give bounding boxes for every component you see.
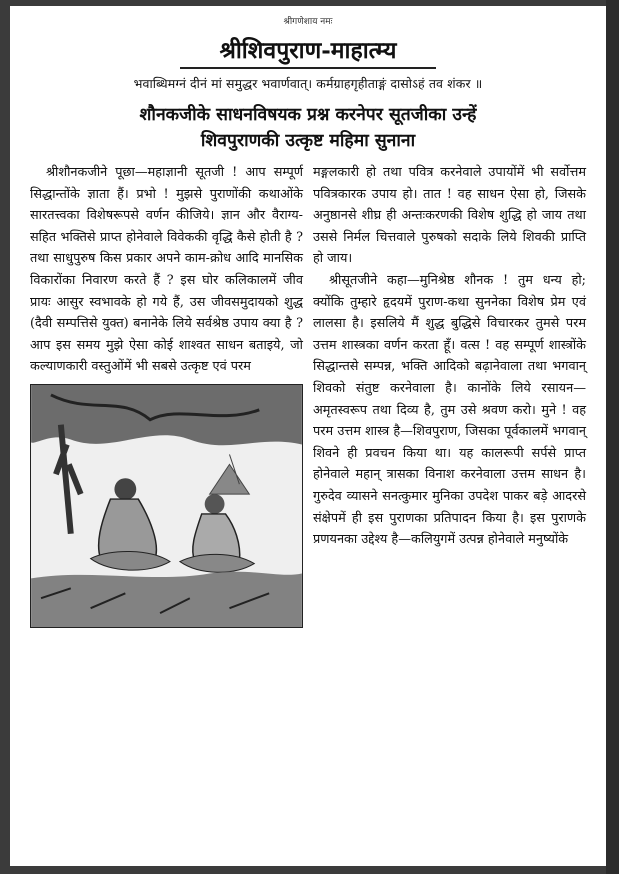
left-column bbox=[30, 162, 303, 628]
section-title bbox=[30, 102, 586, 154]
illustration-drawing bbox=[31, 385, 302, 627]
right-column bbox=[313, 162, 586, 628]
section-title-line-1: शौनकजीके साधनविषयक प्रश्न करनेपर सूतजीका उन्हें bbox=[139, 105, 477, 125]
text-columns bbox=[30, 162, 586, 628]
page-title: श्रीशिवपुराण-माहात्म्य bbox=[180, 33, 436, 69]
section-title-line-2: शिवपुराणकी उत्कृष्ट महिमा सुनाना bbox=[200, 131, 416, 151]
sages-illustration bbox=[30, 384, 303, 628]
window-edge bbox=[606, 0, 619, 874]
right-column-paragraph-2: श्रीसूतजीने कहा—मुनिश्रेष्ठ शौनक ! तुम धन्य हो; क्योंकि तुम्हारे हृदयमें पुराण-कथा सुननेका विशेष प्रेम एवं लालसा है। इसलिये मैं शुद्ध बुद्धिसे विचारकर तुमसे परम उत्तम शास्त्रका वर्णन करता हूँ। वत्स ! वह सम्पूर्ण शास्त्रोंके सिद्धान्तसे सम्पन्न, भक्ति आदिको बढ़ानेवाला तथा भगवान् शिवको संतुष्ट करनेवाला है। कानोंके लिये रसायन—अमृतस्वरूप तथा दिव्य है, तुम उसे श्रवण करो। मुने ! वह परम उत्तम शास्त्र है—शिवपुराण, जिसका पूर्वकालमें भगवान् शिवने ही प्रवचन किया था। यह कालरूपी सर्पसे प्राप्त होनेवाले महान् त्रासका विनाश करनेवाला उत्तम साधन है। गुरुदेव व्यासने सनत्कुमार मुनिका उपदेश पाकर बड़े आदरसे संक्षेपमें ही इस पुराणका प्रतिपादन किया है। इस पुराणके प्रणयनका उद्देश्य है—कलियुगमें उत्पन्न होनेवाले मनुष्योंके bbox=[313, 272, 586, 548]
invocation-verse: भवाब्धिमग्नं दीनं मां समुद्धर भवार्णवात्। कर्मग्राहगृहीताङ्गं दासोऽहं तव शंकर ॥ bbox=[133, 76, 483, 91]
document-page bbox=[10, 6, 606, 866]
left-column-text: श्रीशौनकजीने पूछा—महाज्ञानी सूतजी ! आप सम्पूर्ण सिद्धान्तोंके ज्ञाता हैं। प्रभो ! मुझसे पुराणोंकी कथाओंके सारतत्त्वका विशेषरूपसे वर्णन कीजिये। ज्ञान और वैराग्य-सहित भक्तिसे प्राप्त होनेवाले विवेककी वृद्धि कैसे होती है ? तथा साधुपुरुष किस प्रकार अपने काम-क्रोध आदि मानसिक विकारोंका निवारण करते हैं ? इस घोर कलिकालमें जीव प्रायः आसुर स्वभावके हो गये हैं, उस जीवसमुदायको शुद्ध (दैवी सम्पत्तिसे युक्त) बनानेके लिये सर्वश्रेष्ठ उपाय क्या है ? आप इस समय मुझे ऐसा कोई शाश्वत साधन बताइये, जो कल्याणकारी वस्तुओंमें भी सबसे उत्कृष्ट एवं परम bbox=[30, 165, 303, 375]
page-header: श्रीगणेशाय नमः bbox=[283, 17, 333, 27]
right-column-paragraph-1: मङ्गलकारी हो तथा पवित्र करनेवाले उपायोंमें भी सर्वोत्तम पवित्रकारक उपाय हो। तात ! वह साधन ऐसा हो, जिसके अनुष्ठानसे शीघ्र ही अन्तःकरणकी विशेष शुद्धि हो जाय तथा उससे निर्मल चित्तवाले पुरुषको सदाके लिये शिवकी प्राप्ति हो जाय। bbox=[313, 165, 586, 267]
